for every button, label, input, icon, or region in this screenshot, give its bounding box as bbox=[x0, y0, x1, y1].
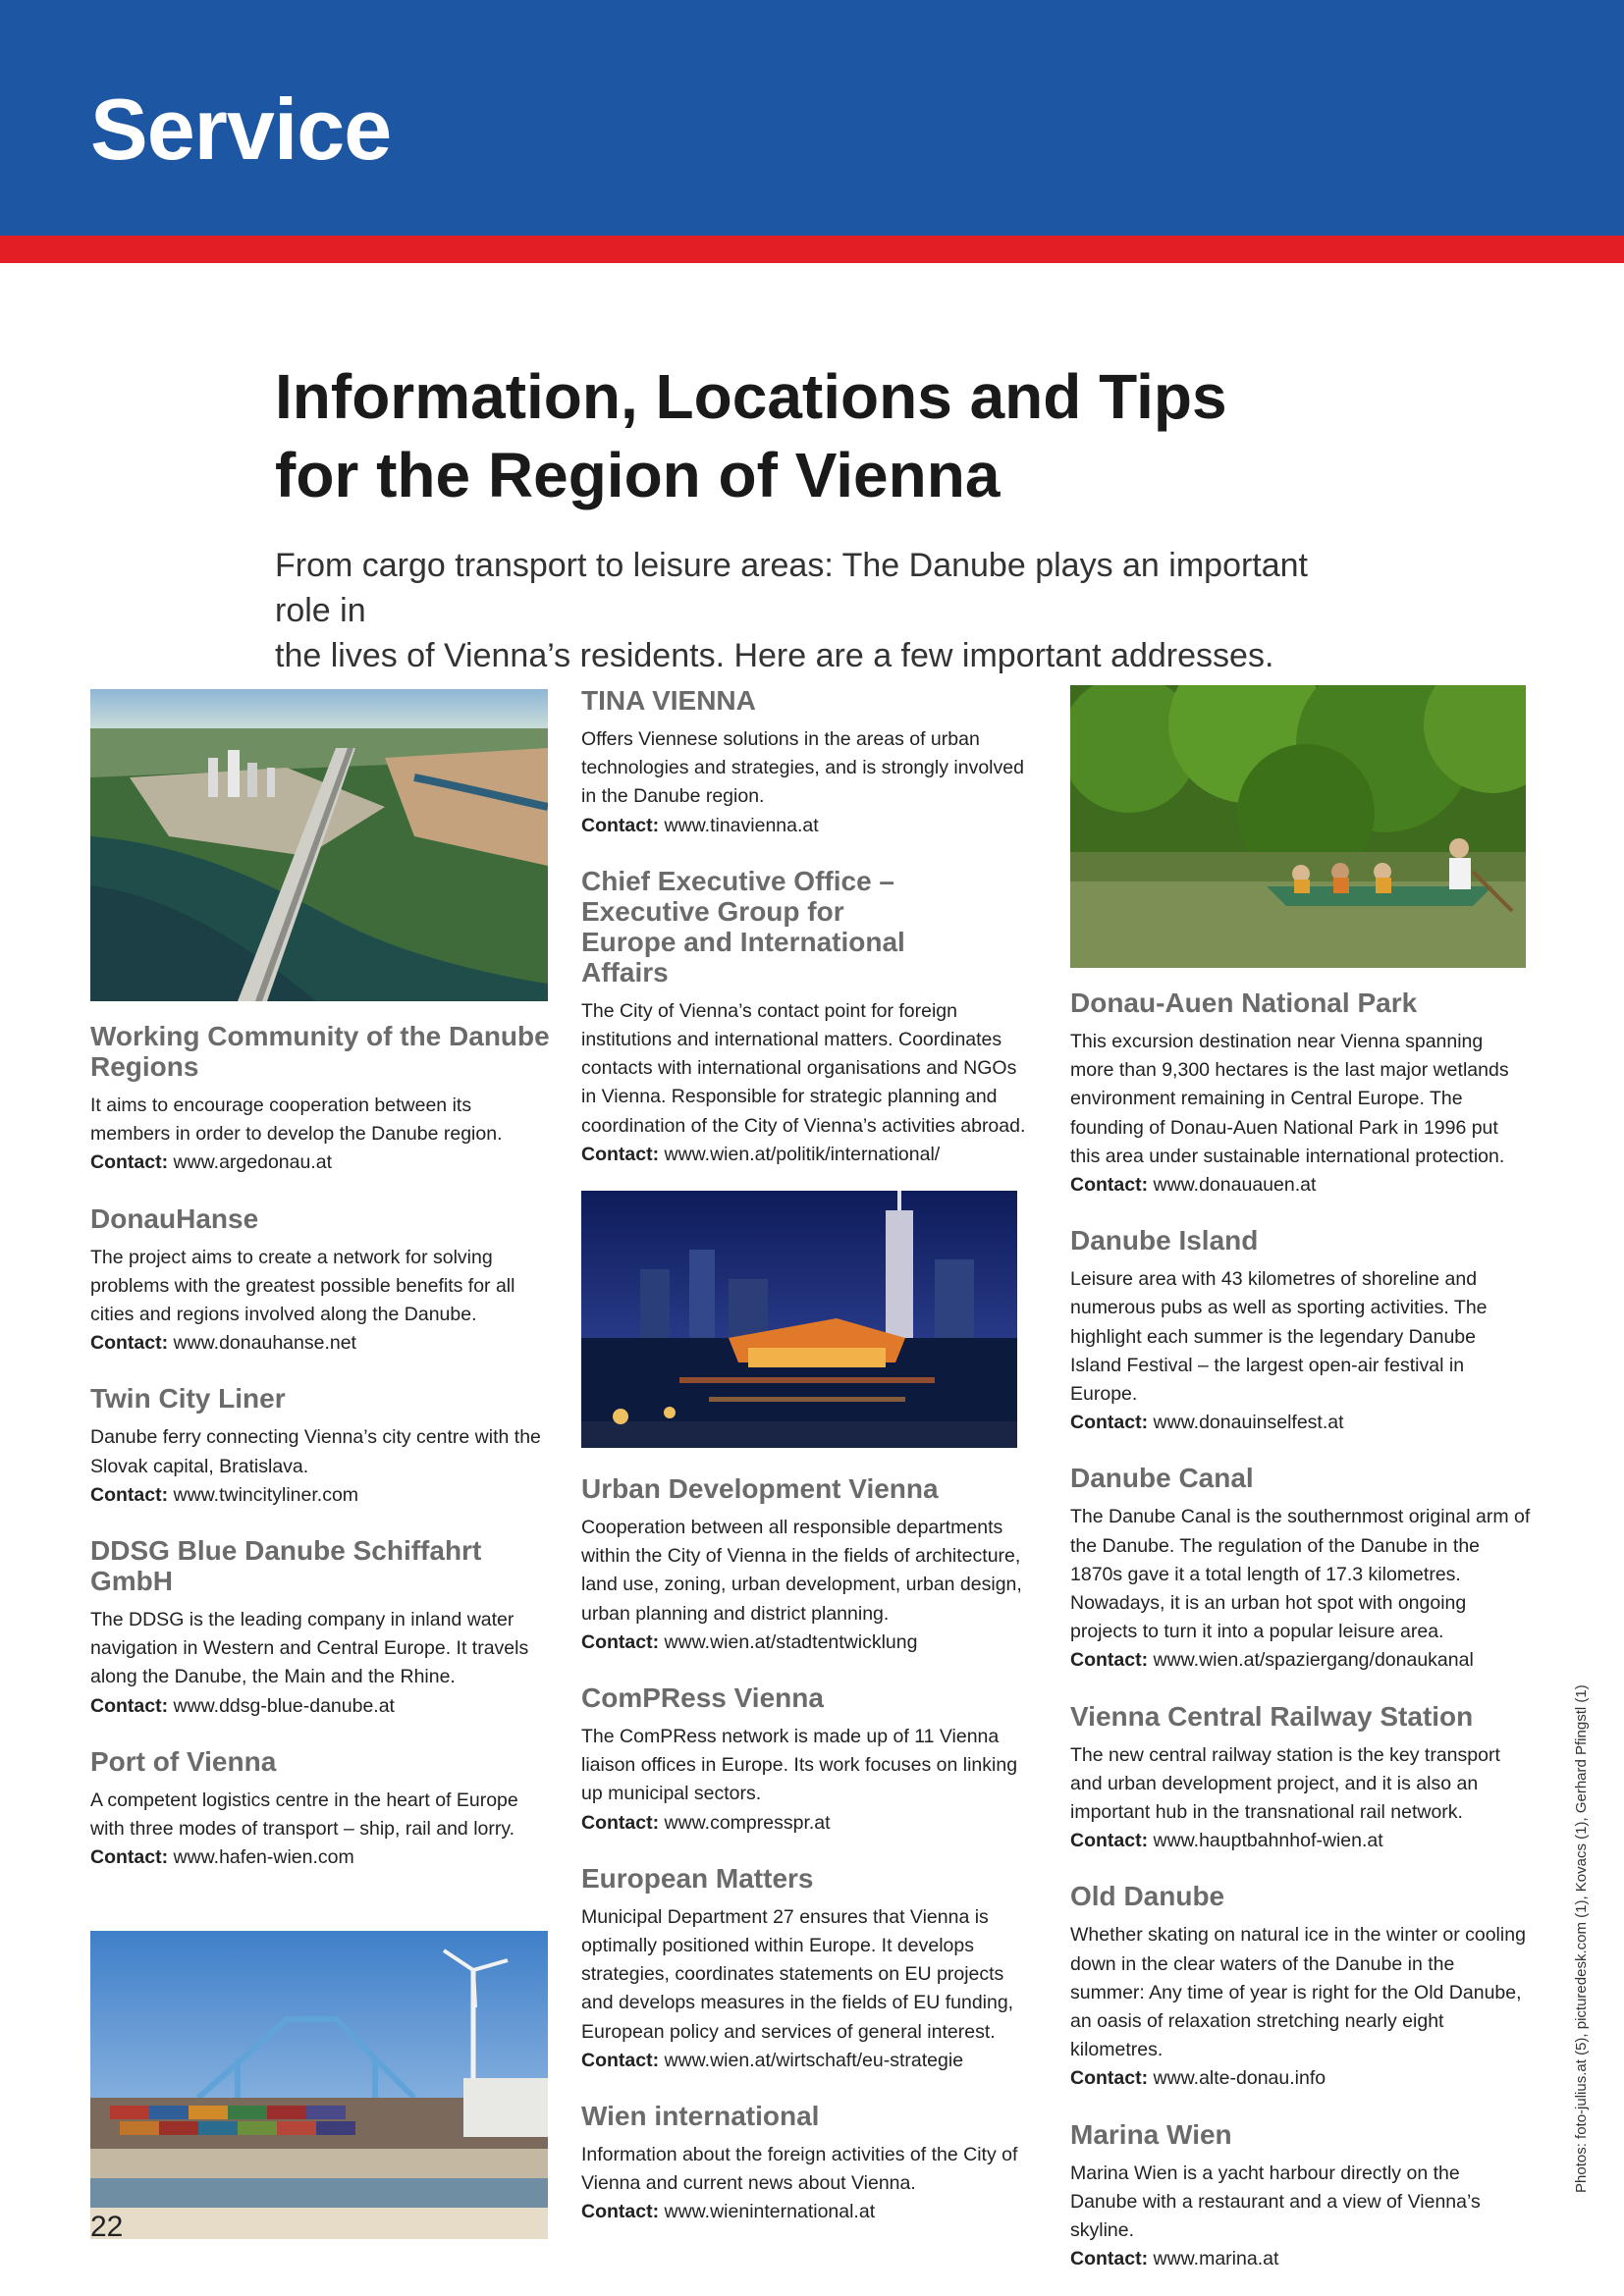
entry-chief-executive-office bbox=[581, 866, 1035, 1169]
entry-central-railway bbox=[1070, 1701, 1532, 1856]
entry-title: Urban Development Vienna bbox=[581, 1473, 939, 1505]
entry-title: Donau-Auen National Park bbox=[1070, 988, 1418, 1018]
entry-contact bbox=[1070, 1409, 1532, 1437]
page-title bbox=[275, 357, 1355, 514]
entry-donau-auen bbox=[1070, 988, 1532, 1200]
entry-text: Information about the foreign activities of the City of Vienna and current news about Vienna. bbox=[581, 2144, 1018, 2195]
entry-contact bbox=[1070, 2245, 1532, 2273]
contact-url[interactable]: www.wien.at/politik/international/ bbox=[664, 1143, 941, 1165]
entry-text: The project aims to create a network for solving problems with the greatest possible benefits for all cities and regions involved along the Danube. bbox=[90, 1246, 515, 1326]
photo-credits: Photos: foto-julius.at (5), picturedesk.com (1), Kovacs (1), Gerhard Pfingstl (1) bbox=[1573, 1684, 1590, 2193]
contact-label: Contact: bbox=[1070, 1649, 1149, 1672]
entry-contact bbox=[1070, 2064, 1532, 2093]
entry-text: Municipal Department 27 ensures that Vienna is optimally positioned within Europe. It develops strategies, coordinates statements on EU projects and develops measures in the fields of EU funding, European policy and services of general interest. bbox=[581, 1905, 1014, 2043]
entry-text: Danube ferry connecting Vienna’s city centre with the Slovak capital, Bratislava. bbox=[90, 1426, 541, 1477]
column-right bbox=[1070, 685, 1532, 2274]
aerial-photo-danube-city bbox=[90, 689, 548, 1001]
entry-contact bbox=[581, 2198, 1035, 2226]
entry-contact bbox=[1070, 1646, 1532, 1675]
entry-contact bbox=[581, 812, 1035, 840]
contact-label: Contact: bbox=[581, 1143, 660, 1165]
contact-url[interactable]: www.compresspr.at bbox=[664, 1811, 831, 1834]
intro-line-1: From cargo transport to leisure areas: The Danube plays an important role in bbox=[275, 547, 1309, 629]
entry-wien-international bbox=[581, 2101, 1035, 2227]
entry-text: Whether skating on natural ice in the winter or cooling down in the clear waters of the Danube in the summer: Any time of year is right for the Old Danube, an oasis of relaxation stretching nearly eight kilometres. bbox=[1070, 1924, 1526, 2061]
entry-text: Leisure area with 43 kilometres of shoreline and numerous pubs as well as sporting activities. The highlight each summer is the legendary Danube Island Festival – the largest open-air festival in Europe. bbox=[1070, 1268, 1488, 1406]
entry-title: Wien international bbox=[581, 2101, 820, 2132]
contact-url[interactable]: www.donauauen.at bbox=[1153, 1174, 1317, 1197]
entry-ddsg bbox=[90, 1535, 552, 1721]
entry-danube-island bbox=[1070, 1225, 1532, 1437]
entry-title: European Matters bbox=[581, 1862, 814, 1894]
entry-donauhanse bbox=[90, 1203, 552, 1359]
contact-label: Contact: bbox=[1070, 2067, 1149, 2090]
entry-text: Cooperation between all responsible departments within the City of Vienna in the fields of architecture, land use, zoning, urban development, urban design, urban planning and district planning. bbox=[581, 1517, 1022, 1625]
entry-text: The DDSG is the leading company in inland water navigation in Western and Central Europe. It travels along the Danube, the Main and the Rhine. bbox=[90, 1609, 529, 1688]
intro-text bbox=[275, 543, 1355, 678]
entry-title: Twin City Liner bbox=[90, 1383, 286, 1415]
entry-title: DDSG Blue Danube Schiffahrt GmbH bbox=[90, 1535, 482, 1597]
contact-url[interactable]: www.hafen-wien.com bbox=[173, 1846, 354, 1869]
entry-title: TINA VIENNA bbox=[581, 685, 756, 716]
entry-text: The ComPRess network is made up of 11 Vienna liaison offices in Europe. Its work focuses on linking up municipal sectors. bbox=[581, 1726, 1018, 1805]
intro-line-2: the lives of Vienna’s residents. Here are a few important addresses. bbox=[275, 637, 1274, 674]
entry-title: Port of Vienna bbox=[90, 1745, 277, 1777]
entry-title: Working Community of the Danube Regions bbox=[90, 1021, 550, 1082]
column-left bbox=[90, 685, 552, 2239]
entry-danube-canal bbox=[1070, 1463, 1532, 1675]
entry-title: ComPRess Vienna bbox=[581, 1682, 824, 1714]
entry-contact bbox=[581, 1141, 1035, 1169]
contact-label: Contact: bbox=[90, 1483, 169, 1506]
contact-url[interactable]: www.wien.at/wirtschaft/eu-strategie bbox=[664, 2049, 964, 2071]
entry-title: Danube Canal bbox=[1070, 1463, 1254, 1494]
entry-contact bbox=[581, 1809, 1035, 1838]
contact-label: Contact: bbox=[581, 1811, 660, 1834]
entry-contact bbox=[581, 2047, 1035, 2075]
contact-label: Contact: bbox=[1070, 1174, 1149, 1197]
contact-url[interactable]: www.marina.at bbox=[1153, 2248, 1279, 2270]
entry-compress-vienna bbox=[581, 1682, 1035, 1838]
contact-url[interactable]: www.alte-donau.info bbox=[1153, 2067, 1326, 2090]
contact-label: Contact: bbox=[90, 1694, 169, 1717]
header-red-stripe bbox=[0, 236, 1624, 263]
column-middle bbox=[581, 685, 1035, 2227]
entry-contact bbox=[1070, 1827, 1532, 1855]
night-photo-danube-skyline bbox=[581, 1191, 1017, 1448]
entry-text: Marina Wien is a yacht harbour directly on the Danube with a restaurant and a view of Vienna’s skyline. bbox=[1070, 2162, 1481, 2242]
entry-european-matters bbox=[581, 1863, 1035, 2075]
section-title: Service bbox=[90, 80, 392, 178]
contact-url[interactable]: www.wieninternational.at bbox=[664, 2201, 876, 2223]
entry-title: DonauHanse bbox=[90, 1202, 259, 1234]
contact-url[interactable]: www.ddsg-blue-danube.at bbox=[173, 1694, 395, 1717]
entry-contact bbox=[1070, 1171, 1532, 1200]
page-title-line-1: Information, Locations and Tips bbox=[275, 361, 1227, 432]
entry-tina-vienna bbox=[581, 685, 1035, 840]
entry-text: The Danube Canal is the southernmost original arm of the Danube. The regulation of the Danube in the 1870s gave it a total length of 17.3 kilometres. Nowadays, it is an urban hot spot with ongoing projects to turn it into a popular leisure area. bbox=[1070, 1506, 1531, 1643]
contact-label: Contact: bbox=[1070, 2248, 1149, 2270]
entry-old-danube bbox=[1070, 1881, 1532, 2093]
contact-label: Contact: bbox=[1070, 1830, 1149, 1852]
entry-urban-development bbox=[581, 1473, 1035, 1657]
entry-title: Vienna Central Railway Station bbox=[1070, 1700, 1474, 1732]
contact-label: Contact: bbox=[581, 1630, 660, 1653]
contact-label: Contact: bbox=[581, 2201, 660, 2223]
entry-text: It aims to encourage cooperation between its members in order to develop the Danube region. bbox=[90, 1095, 503, 1146]
contact-url[interactable]: www.donauinselfest.at bbox=[1153, 1412, 1344, 1434]
entry-title: Danube Island bbox=[1070, 1225, 1259, 1256]
entry-contact bbox=[90, 1481, 552, 1510]
entry-contact bbox=[90, 1148, 552, 1177]
contact-url[interactable]: www.wien.at/spaziergang/donaukanal bbox=[1153, 1649, 1474, 1672]
entry-text: The new central railway station is the key transport and urban development project, and it is also an important hub in the transnational rail network. bbox=[1070, 1743, 1500, 1824]
contact-label: Contact: bbox=[581, 2049, 660, 2071]
entry-twin-city-liner bbox=[90, 1383, 552, 1510]
entry-text: This excursion destination near Vienna spanning more than 9,300 hectares is the last major wetlands environment remaining in Central Europe. The founding of Donau-Auen National Park in 1996 put this area under sustainable international protection. bbox=[1070, 1031, 1509, 1167]
entry-text: Offers Viennese solutions in the areas of urban technologies and strategies, and is strongly involved in the Danube region. bbox=[581, 728, 1024, 808]
contact-url[interactable]: www.twincityliner.com bbox=[173, 1483, 359, 1506]
entry-port-of-vienna bbox=[90, 1746, 552, 1873]
entry-working-community bbox=[90, 1021, 552, 1178]
entry-title: Marina Wien bbox=[1070, 2118, 1232, 2150]
entry-contact bbox=[90, 1329, 552, 1358]
contact-url[interactable]: www.tinavienna.at bbox=[664, 814, 819, 836]
entry-title: Old Danube bbox=[1070, 1881, 1225, 1912]
canoe-photo-national-park bbox=[1070, 685, 1526, 968]
contact-label: Contact: bbox=[90, 1332, 169, 1355]
contact-url[interactable]: www.donauhanse.net bbox=[173, 1332, 356, 1355]
contact-url[interactable]: www.argedonau.at bbox=[173, 1151, 333, 1174]
contact-label: Contact: bbox=[1070, 1412, 1149, 1434]
contact-label: Contact: bbox=[90, 1151, 169, 1174]
entry-marina-wien bbox=[1070, 2119, 1532, 2274]
page-number: 22 bbox=[90, 2211, 124, 2243]
contact-url[interactable]: www.wien.at/stadtentwicklung bbox=[664, 1630, 918, 1653]
contact-label: Contact: bbox=[581, 814, 660, 836]
page-title-line-2: for the Region of Vienna bbox=[275, 440, 1001, 510]
entry-text: A competent logistics centre in the heart of Europe with three modes of transport – ship, rail and lorry. bbox=[90, 1789, 518, 1841]
entry-contact bbox=[90, 1843, 552, 1872]
contact-label: Contact: bbox=[90, 1846, 169, 1869]
entry-contact bbox=[90, 1692, 552, 1721]
entry-contact bbox=[581, 1629, 1035, 1657]
contact-url[interactable]: www.hauptbahnhof-wien.at bbox=[1153, 1830, 1383, 1852]
entry-text: The City of Vienna’s contact point for foreign institutions and international matters. Coordinates contacts with international organisations and NGOs in Vienna. Responsible for strategic planning and coordination of the City of Vienna’s activities abroad. bbox=[581, 999, 1026, 1137]
entry-title: Chief Executive Office – Executive Group for Europe and International Affairs bbox=[581, 865, 905, 988]
port-photo-cranes-containers bbox=[90, 1931, 548, 2239]
